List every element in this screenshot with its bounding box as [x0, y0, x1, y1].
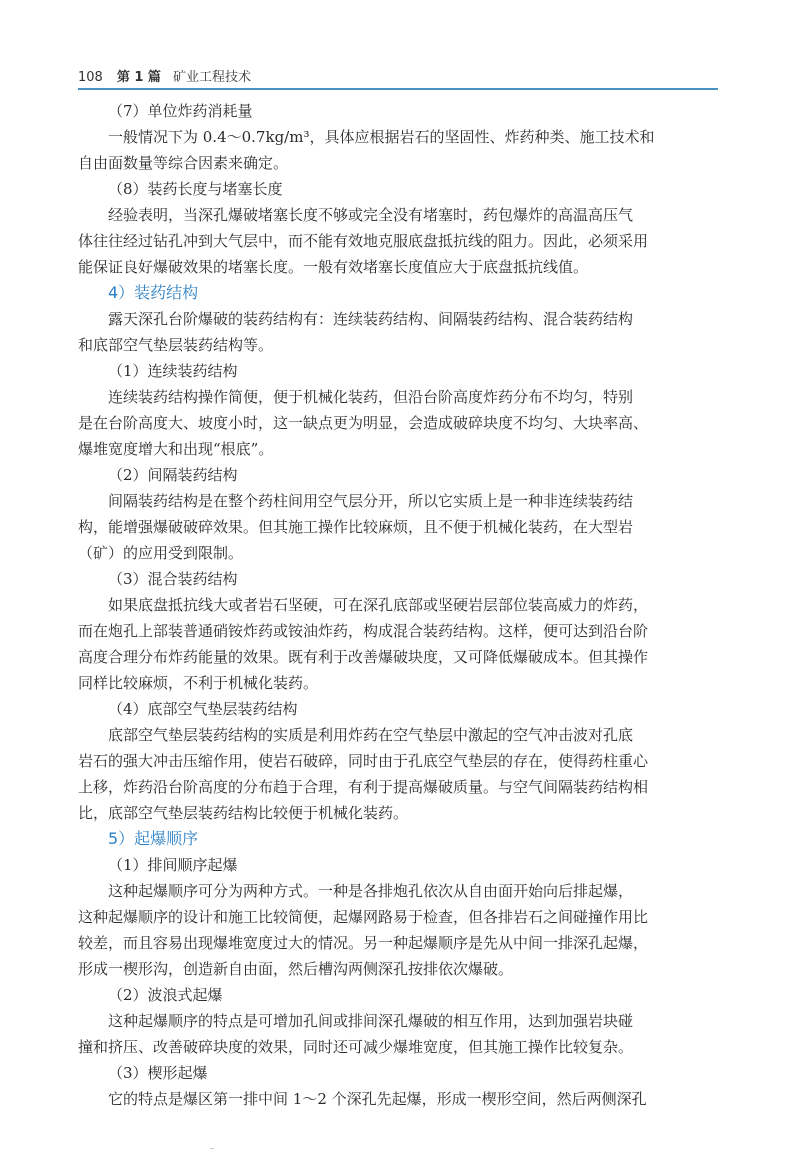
- text-line: 比，底部空气垫层装药结构比较便于机械化装药。: [78, 804, 409, 822]
- text-line: 经验表明，当深孔爆破堵塞长度不够或完全没有堵塞时，药包爆炸的高温高压气: [108, 206, 634, 224]
- heading-continuous-charge: （1）连续装药结构: [108, 362, 238, 380]
- paragraph-continuous-charge: [78, 384, 714, 462]
- text-line: 这种起爆顺序可分为两种方式。一种是各排炮孔依次从自由面开始向后排起爆，: [108, 882, 634, 900]
- part-title: 矿业工程技术: [172, 70, 251, 85]
- text-line: 高度合理分布炸药能量的效果。既有利于改善爆破块度，又可降低爆破成本。但其操作: [78, 648, 649, 666]
- text-line: 爆堆宽度增大和出现“根底”。: [78, 440, 274, 458]
- text-line: 岩石的强大冲击压缩作用，使岩石破碎，同时由于孔底空气垫层的存在，使得药柱重心: [78, 752, 649, 770]
- text-line: 这种起爆顺序的设计和施工比较简便，起爆网路易于检查，但各排岩石之间碰撞作用比: [78, 908, 649, 926]
- paragraph-interval-charge: [78, 488, 714, 566]
- text-line: 这种起爆顺序的特点是可增加孔间或排间深孔爆破的相互作用，达到加强岩块碰: [108, 1012, 634, 1030]
- heading-wave-initiation: （2）波浪式起爆: [108, 986, 223, 1004]
- text-line: 较差，而且容易出现爆堆宽度过大的情况。另一种起爆顺序是先从中间一排深孔起爆，: [78, 934, 649, 952]
- text-line: 而在炮孔上部装普通硝铵炸药或铵油炸药，构成混合装药结构。这样，便可达到沿台阶: [78, 622, 649, 640]
- text-line: 形成一楔形沟，创造新自由面，然后槽沟两侧深孔按排依次爆破。: [78, 960, 514, 978]
- paragraph-air-cushion-charge: [78, 722, 714, 826]
- text-line: 连续装药结构操作简便，便于机械化装药，但沿台阶高度炸药分布不均匀，特别: [108, 388, 634, 406]
- paragraph-wave-initiation: [78, 1008, 714, 1060]
- header-rule: [78, 88, 718, 90]
- paragraph-wedge-initiation: [78, 1086, 714, 1112]
- text-line: 撞和挤压、改善破碎块度的效果，同时还可减少爆堆宽度，但其施工操作比较复杂。: [78, 1038, 634, 1056]
- text-line: 自由面数量等综合因素来确定。: [78, 154, 289, 172]
- text-line: 一般情况下为 0.4～0.7kg/m³，具体应根据岩石的坚固性、炸药种类、施工技术和: [108, 128, 655, 146]
- text-line: 间隔装药结构是在整个药柱间用空气层分开，所以它实质上是一种非连续装药结: [108, 492, 634, 510]
- text-line: 和底部空气垫层装药结构等。: [78, 336, 274, 354]
- paragraph-charge-structure-intro: [78, 306, 714, 358]
- heading-unit-consumption: （7）单位炸药消耗量: [108, 102, 253, 120]
- text-line: 上移，炸药沿台阶高度的分布趋于合理，有利于提高爆破质量。与空气间隔装药结构相: [78, 778, 649, 796]
- paragraph-row-sequence: [78, 878, 714, 982]
- scan-mark: [210, 1148, 214, 1149]
- paragraph-charge-length: [78, 202, 714, 280]
- heading-mixed-charge: （3）混合装药结构: [108, 570, 238, 588]
- page-content: [78, 98, 714, 1112]
- text-line: 同样比较麻烦，不利于机械化装药。: [78, 674, 319, 692]
- text-line: 体往往经过钻孔冲到大气层中，而不能有效地克服底盘抵抗线的阻力。因此，必须采用: [78, 232, 649, 250]
- page-number: 108: [78, 70, 103, 85]
- page-header: [78, 63, 718, 85]
- paragraph-unit-consumption: [78, 124, 714, 176]
- heading-charge-length: （8）装药长度与堵塞长度: [108, 180, 283, 198]
- text-line: （矿）的应用受到限制。: [78, 544, 244, 562]
- text-line: 露天深孔台阶爆破的装药结构有：连续装药结构、间隔装药结构、混合装药结构: [108, 310, 634, 328]
- heading-air-cushion-charge: （4）底部空气垫层装药结构: [108, 700, 298, 718]
- text-line: 它的特点是爆区第一排中间 1～2 个深孔先起爆，形成一楔形空间，然后两侧深孔: [108, 1090, 647, 1108]
- section-heading-initiation-sequence: 5）起爆顺序: [108, 829, 199, 848]
- heading-interval-charge: （2）间隔装药结构: [108, 466, 238, 484]
- heading-row-sequence: （1）排间顺序起爆: [108, 856, 238, 874]
- paragraph-mixed-charge: [78, 592, 714, 696]
- text-line: 底部空气垫层装药结构的实质是利用炸药在空气垫层中激起的空气冲击波对孔底: [108, 726, 634, 744]
- text-line: 如果底盘抵抗线大或者岩石坚硬，可在深孔底部或坚硬岩层部位装高威力的炸药，: [108, 596, 649, 614]
- text-line: 能保证良好爆破效果的堵塞长度。一般有效堵塞长度值应大于底盘抵抗线值。: [78, 258, 589, 276]
- text-line: 是在台阶高度大、坡度小时，这一缺点更为明显，会造成破碎块度不均匀、大块率高、: [78, 414, 649, 432]
- heading-wedge-initiation: （3）楔形起爆: [108, 1064, 208, 1082]
- text-line: 构，能增强爆破破碎效果。但其施工操作比较麻烦，且不便于机械化装药，在大型岩: [78, 518, 634, 536]
- part-label: 第 1 篇: [116, 70, 161, 85]
- section-heading-charge-structure: 4）装药结构: [108, 283, 199, 302]
